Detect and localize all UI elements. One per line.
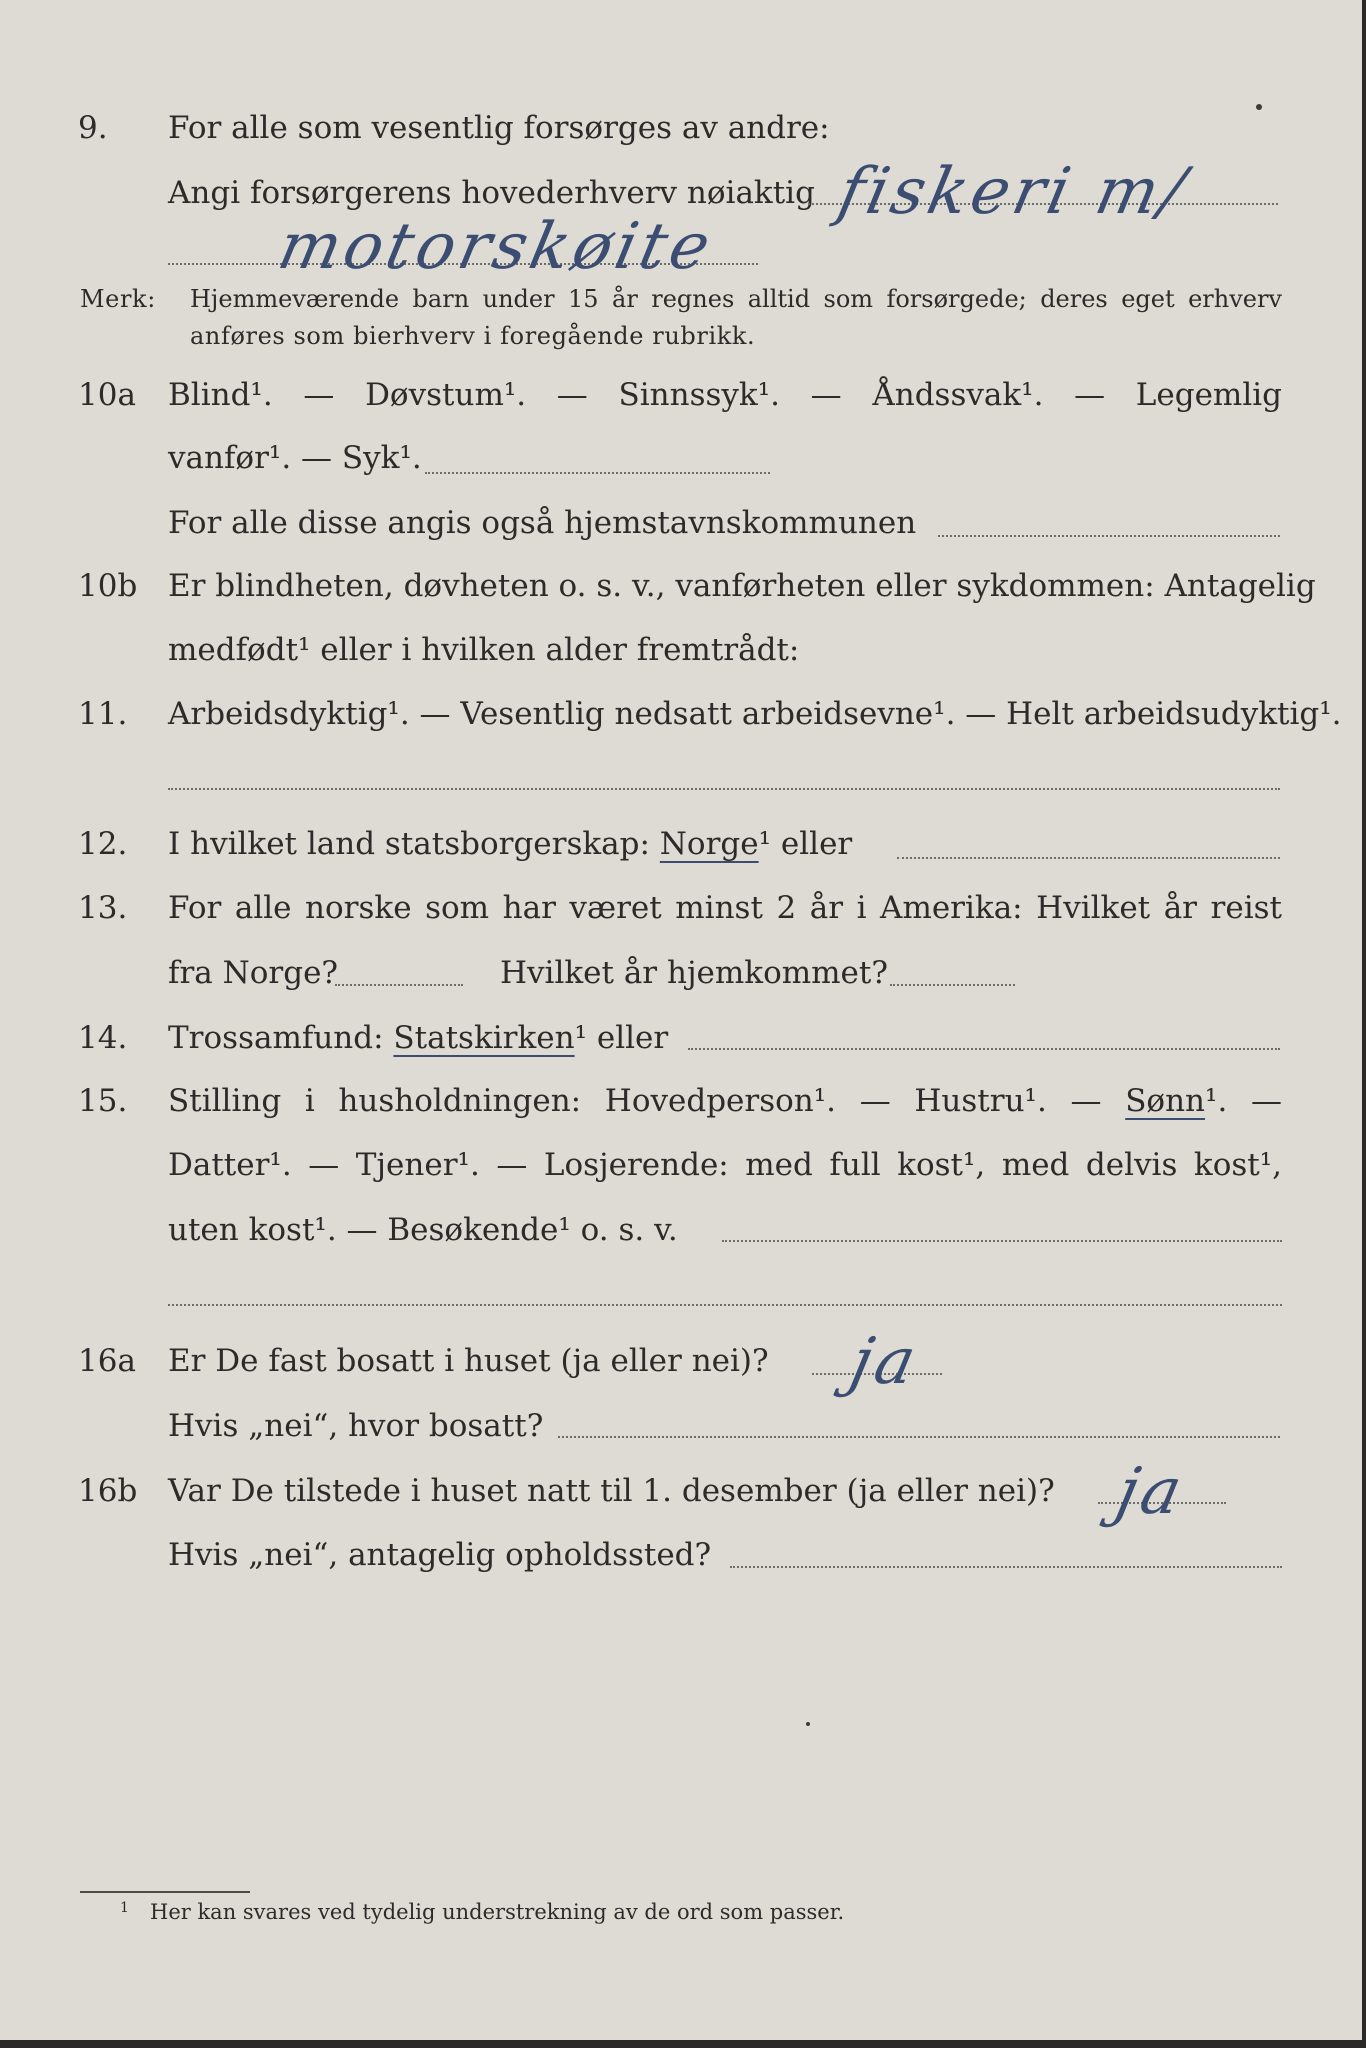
- q10a-text-line1: Blind¹. — Døvstum¹. — Sinnssyk¹. — Åndssvak¹. — Legemlig: [168, 377, 1282, 413]
- q13-line1: [0, 890, 1362, 934]
- q10a-line2: [0, 440, 1362, 484]
- q15-number: 15.: [78, 1083, 128, 1119]
- q14-prefix: Trossamfund:: [168, 1020, 384, 1056]
- q10b-number: 10b: [78, 568, 138, 604]
- q13-line2: [0, 955, 1362, 999]
- q12-prefix: I hvilket land statsborgerskap:: [168, 826, 650, 862]
- q9-handwritten-answer-part1: fiskeri m/: [832, 155, 1196, 229]
- footnote-rule: [80, 1891, 250, 1893]
- q16b-number: 16b: [78, 1473, 138, 1509]
- q16b-handwritten-answer: ja: [1110, 1455, 1192, 1529]
- q10b-line1: [0, 568, 1362, 612]
- q15-line2: [0, 1147, 1362, 1191]
- footnote-marker: 1: [120, 1900, 129, 1916]
- q16a-text-line2: Hvis „nei“, hvor bosatt?: [168, 1408, 544, 1444]
- q16b-text-line2: Hvis „nei“, antagelig opholdssted?: [168, 1537, 712, 1573]
- q13-year-returned-line[interactable]: [890, 984, 1015, 986]
- q11-answer-line[interactable]: [168, 788, 1280, 790]
- q13-number: 13.: [78, 890, 128, 926]
- q14-answer-line[interactable]: [688, 1048, 1280, 1050]
- q13-year-left-line[interactable]: [335, 984, 463, 986]
- q9-handwritten-answer-part2: motorskøite: [272, 210, 721, 284]
- q9-text-line1: For alle som vesentlig forsørges av andre:: [168, 110, 830, 146]
- q15-line1-prefix: Stilling i husholdningen: Hovedperson¹. — Hustru¹. —: [168, 1083, 1102, 1119]
- q15-line1: [0, 1083, 1362, 1127]
- q15-answer-line1[interactable]: [722, 1240, 1282, 1242]
- ink-speck: [1256, 104, 1262, 110]
- merk-text-line1: Hjemmeværende barn under 15 år regnes alltid som forsørgede; deres eget erhverv: [190, 285, 1282, 313]
- q12-option-norge: Norge: [659, 826, 759, 862]
- q12-line1: [0, 826, 1362, 870]
- q10a-line1: [0, 377, 1362, 421]
- q10a-line3: [0, 505, 1362, 549]
- q12-text: [168, 826, 852, 862]
- footnote-text: Her kan svares ved tydelig understrekning av de ord som passer.: [150, 1900, 845, 1924]
- merk-text-line2: anføres som bierhverv i foregående rubrikk.: [190, 322, 756, 350]
- q16a-text-line1: Er De fast bosatt i huset (ja eller nei)?: [168, 1343, 769, 1379]
- q14-option-statskirken: Statskirken: [393, 1020, 575, 1056]
- q12-number: 12.: [78, 826, 128, 862]
- q13-part-b: Hvilket år hjemkommet?: [500, 955, 888, 991]
- q15-text-line2: Datter¹. — Tjener¹. — Losjerende: med full kost¹, med delvis kost¹,: [168, 1147, 1282, 1183]
- q14-line1: [0, 1020, 1362, 1064]
- q10b-text-line2: medfødt¹ eller i hvilken alder fremtrådt:: [168, 632, 800, 668]
- q9-line1: [0, 110, 1362, 154]
- q11-number: 11.: [78, 696, 128, 732]
- q16b-location-line[interactable]: [730, 1566, 1282, 1568]
- q15-line1-suffix: ¹. —: [1205, 1083, 1282, 1119]
- q16b-text-line1: Var De tilstede i huset natt til 1. desember (ja eller nei)?: [168, 1473, 1055, 1509]
- q16a-residence-line[interactable]: [558, 1436, 1280, 1438]
- q16a-line2: [0, 1408, 1362, 1452]
- q9-text-line2: Angi forsørgerens hovederhverv nøiaktig: [168, 175, 815, 211]
- q11-line1: [0, 696, 1362, 740]
- q10a-number: 10a: [78, 377, 136, 413]
- q10a-text-line2: vanfør¹. — Syk¹.: [168, 440, 422, 476]
- q16a-line1: [0, 1343, 1362, 1387]
- q13-part-a: fra Norge?: [168, 955, 339, 991]
- q14-number: 14.: [78, 1020, 128, 1056]
- q15-answer-line2[interactable]: [168, 1304, 1282, 1306]
- q14-text: [168, 1020, 668, 1056]
- q10a-answer-line[interactable]: [425, 472, 770, 474]
- q13-text-line1: For alle norske som har været minst 2 år i Amerika: Hvilket år reist: [168, 890, 1282, 926]
- q9-number: 9.: [78, 110, 108, 146]
- q15-option-sonn: Sønn: [1125, 1083, 1206, 1119]
- ink-speck: [806, 1722, 810, 1726]
- q15-text-line3: uten kost¹. — Besøkende¹ o. s. v.: [168, 1212, 678, 1248]
- q16a-handwritten-answer: ja: [844, 1325, 926, 1399]
- q15-line3: [0, 1212, 1362, 1256]
- q10a-text-line3: For alle disse angis også hjemstavnskommunen: [168, 505, 917, 541]
- q15-text-line1: [168, 1083, 1282, 1119]
- q12-suffix: ¹ eller: [758, 826, 853, 862]
- q11-text-line1: Arbeidsdyktig¹. — Vesentlig nedsatt arbeidsevne¹. — Helt arbeidsudyktig¹.: [168, 696, 1342, 732]
- q16a-number: 16a: [78, 1343, 136, 1379]
- q10b-text-line1: Er blindheten, døvheten o. s. v., vanførheten eller sykdommen: Antagelig: [168, 568, 1316, 604]
- q14-suffix: ¹ eller: [574, 1020, 669, 1056]
- q12-answer-line[interactable]: [897, 857, 1280, 859]
- q10a-hometown-line[interactable]: [938, 535, 1280, 537]
- q16b-line2: [0, 1537, 1362, 1581]
- merk-label: Merk:: [80, 285, 156, 313]
- q10b-line2: [0, 632, 1362, 676]
